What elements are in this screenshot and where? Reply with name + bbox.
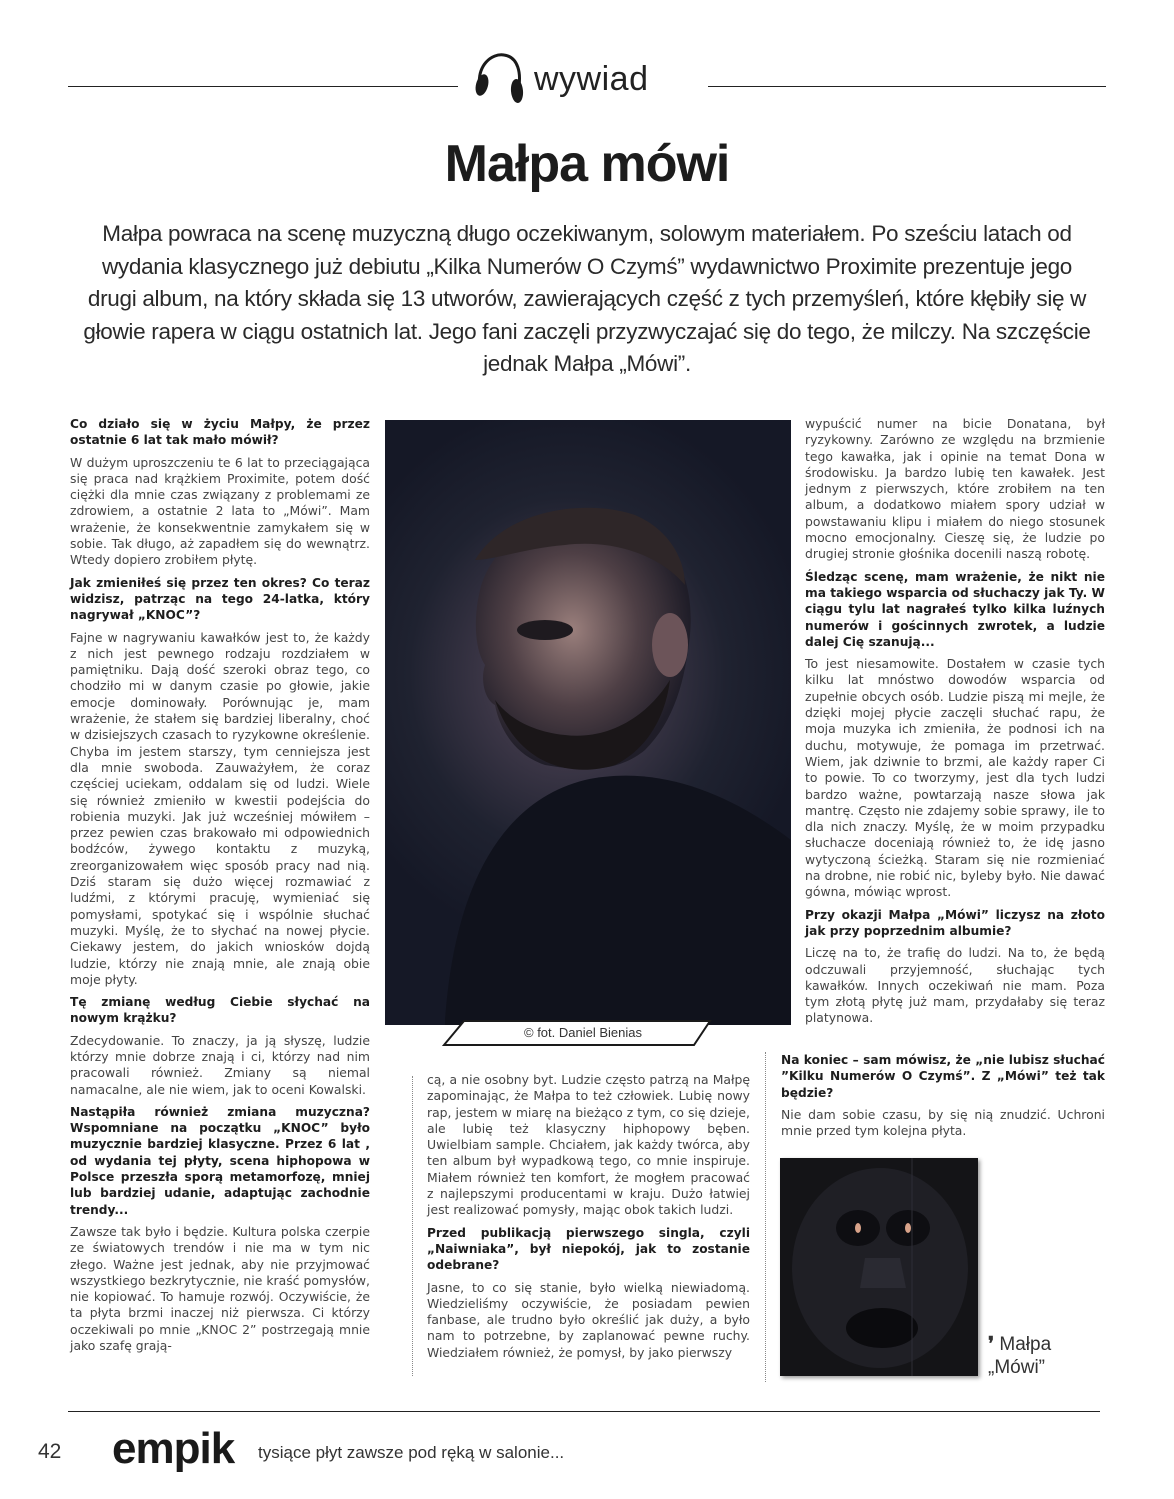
interview-answer: Zdecydowanie. To znaczy, ja ją słyszę, ludzie którzy mnie dobrze znają i ci, którzy nad nim pracowali również. Zmiany są niemal namacalne, ale nie wiem, jak to oceni Kowalski. (70, 1032, 370, 1097)
header-rule-right (708, 86, 1106, 87)
empik-logo: empik (112, 1424, 235, 1473)
interview-question: Co działo się w życiu Małpy, że przez ostatnie 6 lat tak mało mówił? (70, 417, 370, 448)
album-caption (988, 1333, 1051, 1379)
interview-answer: Liczę na to, że trafię do ludzi. Na to, że będą odczuwali przyjemność, słuchając tych kawałków. Innych oczekiwań nie mam. Poza tym złotą płytę już mam, przydałaby się teraz platynowa. (805, 945, 1105, 1026)
portrait-illustration (385, 420, 791, 1025)
column-right (805, 416, 1105, 1033)
portrait-photo (385, 420, 791, 1025)
interview-question: Jak zmieniłeś się przez ten okres? Co teraz widzisz, patrząc na tego 24-latka, który nagrywał „KNOC”? (70, 575, 370, 623)
column-left (70, 416, 370, 1360)
interview-answer: wypuścić numer na bicie Donatana, był ryzykowny. Zarówno ze względu na brzmienie tego kawałka, jak i opinie na temat Dona w środowisku. Ja bardzo lubię ten kawałek. Jest jednym z pierwszych, które zrobiłem na ten album, a dodatkowo miałem spory udział w powstawaniu klipu i miałem do niego stosunek mocno emocjonalny. Cieszę się, że ludzie po drugiej stronie głośnika docenili naszą robotę. (805, 416, 1105, 562)
article-lead: Małpa powraca na scenę muzyczną długo oczekiwanym, solowym materiałem. Po sześciu latach od wydania klasycznego już debiutu „Kilka Numerów O Czymś” wydawnictwo Proximite prezentuje jego drugi album, na który składa się 13 utworów, zawierających część z tych przemyśleń, które kłębiły się w głowie rapera w ciągu ostatnich lat. Jego fani zaczęli przyzwyczajać się do tego, że milczy. Na szczęście jednak Małpa „Mówi”. (83, 221, 1091, 376)
album-caption-artist: Małpa (999, 1334, 1052, 1355)
column-separator-right (765, 1052, 766, 1382)
album-cover (780, 1158, 978, 1376)
interview-question: Na koniec – sam mówisz, że „nie lubisz słuchać ”Kilku Numerów O Czymś”. Z „Mówi” też tak będzie? (781, 1053, 1105, 1100)
interview-question: Nastąpiła również zmiana muzyczna? Wspomniane na początku „KNOC” było muzycznie bardziej klasyczne. Przez 6 lat , od wydania tej płyty, scena hiphopowa w Polsce przeszła sporą metamorfozę, mniej lub bardziej udanie, adaptując zachodnie trendy... (70, 1104, 370, 1217)
interview-answer: To jest niesamowite. Dostałem w czasie tych kilku lat mnóstwo dowodów wsparcia od zupełnie obcych osób. Ludzie piszą mi mejle, że dzięki mojej płycie zaczęli słuchać rapu, że moja muzyka ich zmieniła, że podnosi ich na duchu, motywuje, że pomaga im przetrwać. Wiem, jak dziwnie to brzmi, ale każdy raper Ci to powie. To co tworzymy, jest dla tych ludzi bardzo ważne, powtarzają nasze słowa jak mantrę. Często nie zdajemy sobie sprawy, ile to dla nich znaczy. Myślę, że w moim przypadku słuchacze doceniają również to, że idę jasno wytyczoną ścieżką. Staram się nie rozmieniać na drobne, nie robić nic, byleby było. Nie dawać gówna, mówiąc wprost. (805, 656, 1105, 900)
album-caption-title: „Mówi” (988, 1357, 1045, 1378)
footer-rule (68, 1411, 1100, 1412)
photo-caption: © fot. Daniel Bienias (524, 1025, 642, 1040)
interview-answer: Jasne, to co się stanie, było wielką niewiadomą. Wiedzieliśmy oczywiście, że posiadam pewien fanbase, ale trudno było określić jak duży, a było nam to potrzebne, by zaplanować pewne ruchy. Wiedziałem również, że pomysł, by jako pierwszy (427, 1279, 750, 1360)
interview-question: Śledząc scenę, mam wrażenie, że nikt nie ma takiego wsparcia od słuchaczy jak Ty. W ciągu tylu lat nagrałeś tylko kilka luźnych numerów i gościnnych zwrotek, a ludzie dalej Cię szanują... (805, 569, 1105, 649)
header-rule-left (68, 86, 458, 87)
column-middle (427, 1072, 750, 1367)
interview-answer: Nie dam sobie czasu, by się nią znudzić. Uchroni mnie przed tym kolejna płyta. (781, 1106, 1105, 1139)
headphones-icon (470, 51, 526, 107)
interview-answer: Zawsze tak było i będzie. Kultura polska czerpie ze światowych trendów i nie ma w tym nic złego. Ważne jest jednak, aby nie przyjmować wszystkiego bezkrytycznie, nie kraść pomysłów, nie kopiować. To hamuje rozwój. Oczywiście, że ta płyta brzmi inaczej niż pierwsza. Ci którzy oczekiwali po mnie „KNOC 2” postrzegają mnie jako szafę grają- (70, 1223, 370, 1354)
quote-mark-icon: ❜ (988, 1334, 995, 1355)
column-right-lower (781, 1052, 1105, 1145)
page-number: 42 (38, 1440, 62, 1463)
section-label: wywiad (534, 59, 649, 98)
article-title: Małpa mówi (444, 135, 730, 193)
gorilla-illustration (780, 1158, 978, 1376)
interview-answer: Fajne w nagrywaniu kawałków jest to, że każdy z nich jest pewnego rodzaju rozdziałem w pamiętniku. Dają dość szeroki obraz tego, co chodziło mi w danym czasie po głowie, jakie emocje dominowały. Porównując je, mam wrażenie, że stałem się bardziej liberalny, choć w dzisiejszych czasach to ryzykowne określenie. Chyba im jestem starszy, tym cenniejsza jest dla mnie swoboda. Zauważyłem, że coraz częściej uciekam, oddalam się od ludzi. Wiele się również zmieniło w kwestii podejścia do robienia muzyki. Jak już wcześniej mówiłem – przez pewien czas brakowało mi odpowiednich bodźców, żywego kontaktu z muzyką, zreorganizowałem więc sposób pracy nad nią. Dziś staram się dużo więcej rozmawiać z ludźmi, z którymi pracuję, wymieniać się pomysłami, spotykać się i wspólnie słuchać muzyki. Myślę, że to słychać na nowej płycie. Ciekawy jestem, do jakich wniosków dojdą ludzie, którzy nie znają mnie, ale znają obie moje płyty. (70, 629, 370, 987)
interview-answer: W dużym uproszczeniu te 6 lat to przeciągająca się praca nad krążkiem Proximite, potem dość ciężki dla mnie czas związany z problemami ze zdrowiem, a ostatnie 2 lata to „Mówi”. Mam wrażenie, że konsekwentnie zamykałem się w sobie. Tak długo, aż zapadłem się do wewnątrz. Wtedy dopiero zrobiłem płytę. (70, 454, 370, 568)
interview-answer: cą, a nie osobny byt. Ludzie często patrzą na Małpę zapominając, że Małpa to też człowiek. Lubię nowy rap, jestem w miarę na bieżąco z tym, co się dzieje, ale lubię też klasyczny hiphopowy bęben. Uwielbiam sample. Chciałem, jak każdy twórca, aby ten album był wypadkową tego, co mnie inspiruje. Miałem również ten komfort, że mogłem pracować z najlepszymi producentami w kraju. Dużo łatwiej jest realizować pomysły, mając obok takich ludzi. (427, 1072, 750, 1218)
footer-tagline: tysiące płyt zawsze pod ręką w salonie... (258, 1443, 565, 1462)
interview-question: Przy okazji Małpa „Mówi” liczysz na złoto jak przy poprzednim albumie? (805, 907, 1105, 938)
interview-question: Tę zmianę według Ciebie słychać na nowym krążku? (70, 995, 370, 1026)
column-separator-left (412, 1076, 413, 1376)
interview-question: Przed publikacją pierwszego singla, czyli „Naiwniaka”, był niepokój, jak to zostanie odebrane? (427, 1225, 750, 1273)
photo-caption-box (448, 1020, 718, 1046)
section-header (470, 54, 648, 104)
